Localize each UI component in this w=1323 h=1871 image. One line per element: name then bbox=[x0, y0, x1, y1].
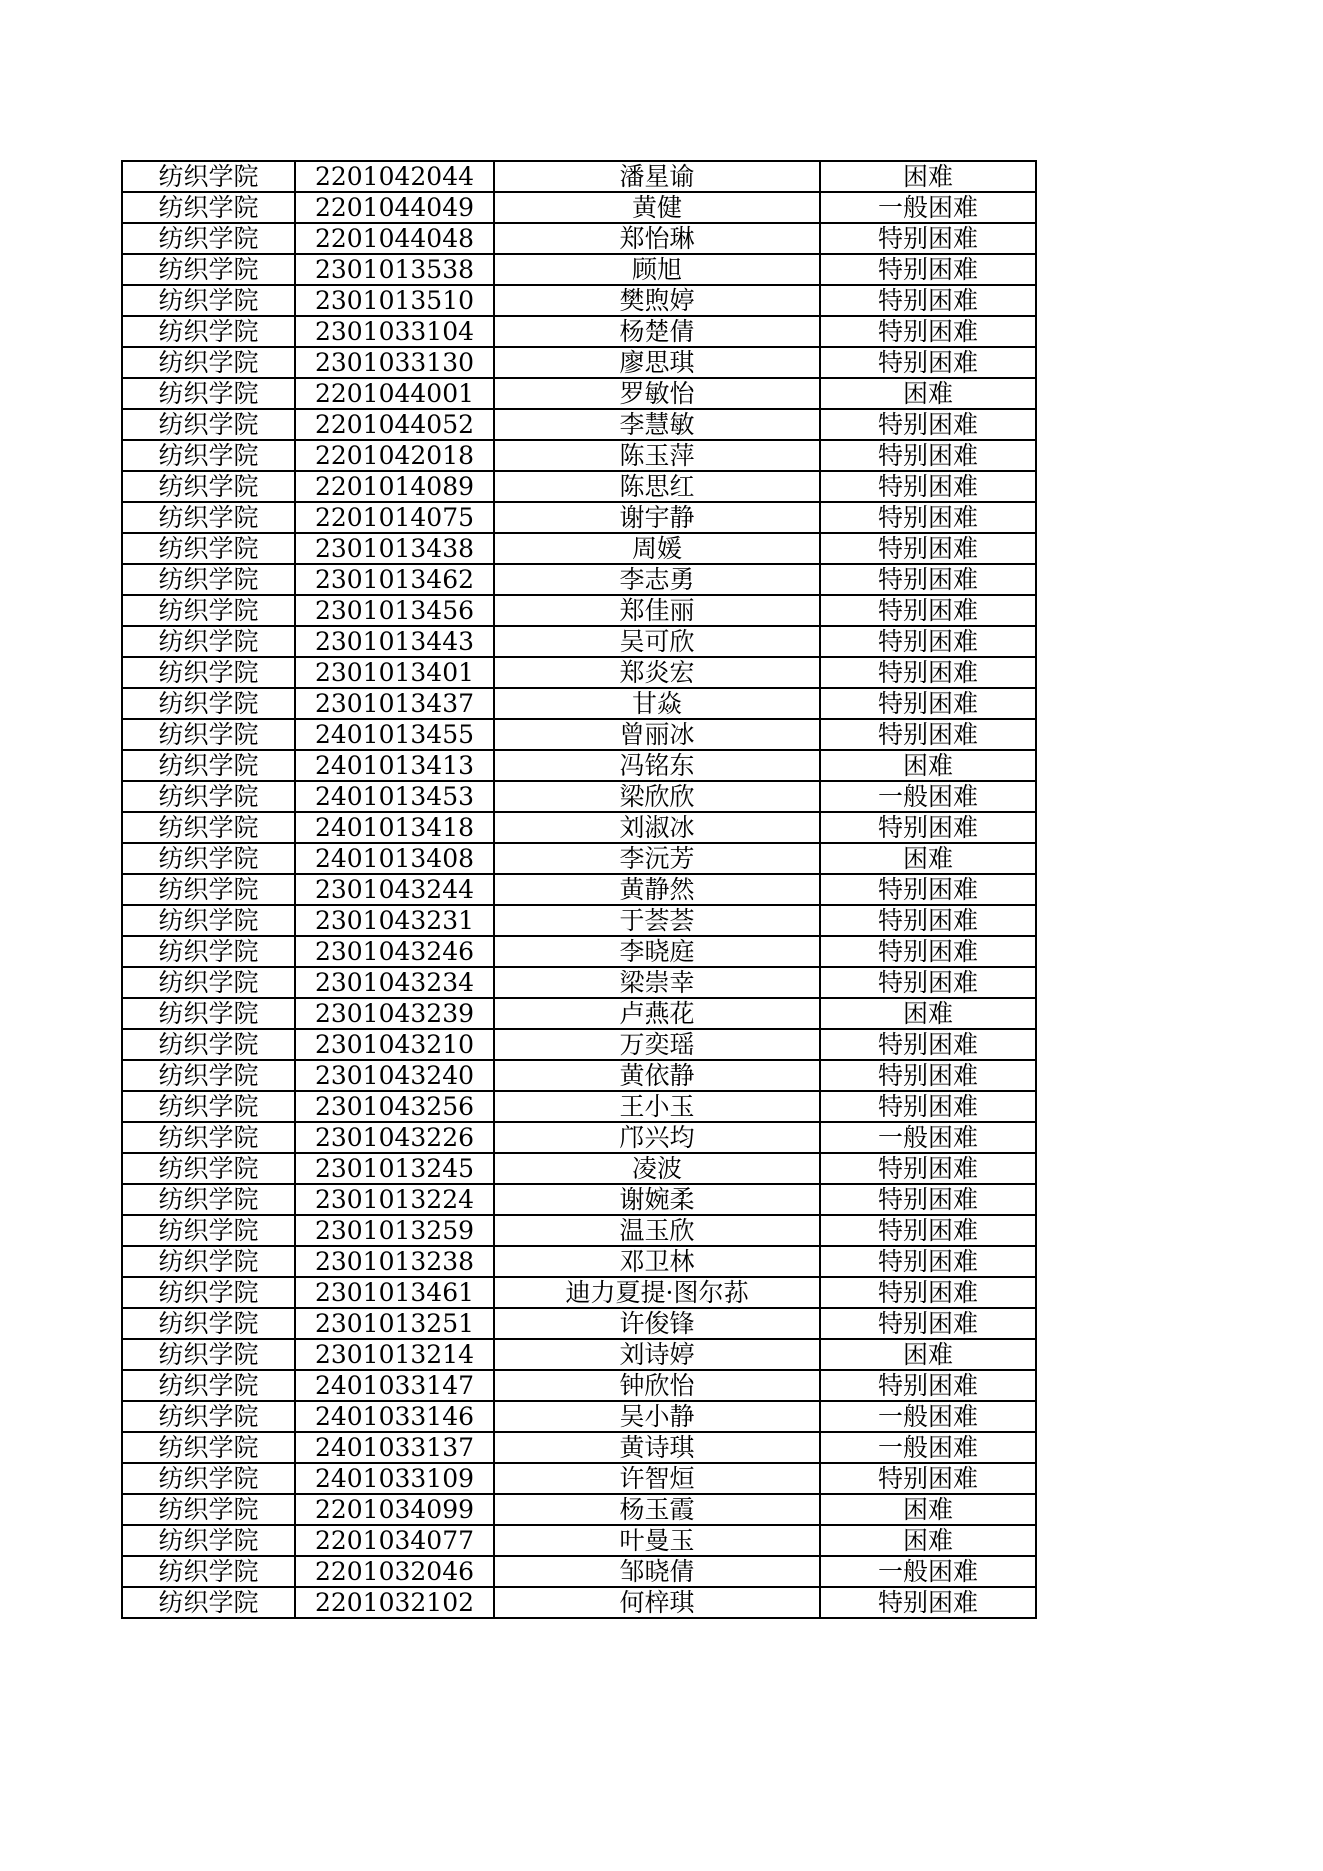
difficulty-level-cell: 一般困难 bbox=[820, 1122, 1036, 1153]
student-id-cell: 2401033109 bbox=[295, 1463, 494, 1494]
student-id-cell: 2301013538 bbox=[295, 254, 494, 285]
table-row bbox=[122, 843, 1036, 874]
student-name-cell: 温玉欣 bbox=[494, 1215, 820, 1246]
difficulty-level-cell: 一般困难 bbox=[820, 1556, 1036, 1587]
student-id-cell: 2301013443 bbox=[295, 626, 494, 657]
college-cell: 纺织学院 bbox=[122, 1494, 295, 1525]
college-cell: 纺织学院 bbox=[122, 1525, 295, 1556]
student-id-cell: 2301043240 bbox=[295, 1060, 494, 1091]
difficulty-level-cell: 特别困难 bbox=[820, 967, 1036, 998]
difficulty-level-cell: 困难 bbox=[820, 378, 1036, 409]
table-row bbox=[122, 1029, 1036, 1060]
student-name-cell: 叶曼玉 bbox=[494, 1525, 820, 1556]
table-row bbox=[122, 316, 1036, 347]
college-cell: 纺织学院 bbox=[122, 967, 295, 998]
difficulty-level-cell: 特别困难 bbox=[820, 1060, 1036, 1091]
difficulty-level-cell: 特别困难 bbox=[820, 905, 1036, 936]
student-id-cell: 2201014075 bbox=[295, 502, 494, 533]
student-id-cell: 2301013245 bbox=[295, 1153, 494, 1184]
student-id-cell: 2301013456 bbox=[295, 595, 494, 626]
college-cell: 纺织学院 bbox=[122, 626, 295, 657]
college-cell: 纺织学院 bbox=[122, 1122, 295, 1153]
table-row bbox=[122, 1432, 1036, 1463]
difficulty-level-cell: 特别困难 bbox=[820, 471, 1036, 502]
difficulty-level-cell: 特别困难 bbox=[820, 1184, 1036, 1215]
student-id-cell: 2401013453 bbox=[295, 781, 494, 812]
student-id-cell: 2401033147 bbox=[295, 1370, 494, 1401]
table-row bbox=[122, 1525, 1036, 1556]
student-name-cell: 卢燕花 bbox=[494, 998, 820, 1029]
student-name-cell: 何梓琪 bbox=[494, 1587, 820, 1618]
difficulty-level-cell: 困难 bbox=[820, 161, 1036, 192]
college-cell: 纺织学院 bbox=[122, 161, 295, 192]
table-row bbox=[122, 1370, 1036, 1401]
college-cell: 纺织学院 bbox=[122, 440, 295, 471]
college-cell: 纺织学院 bbox=[122, 1401, 295, 1432]
table-row bbox=[122, 657, 1036, 688]
table-row bbox=[122, 347, 1036, 378]
college-cell: 纺织学院 bbox=[122, 471, 295, 502]
college-cell: 纺织学院 bbox=[122, 409, 295, 440]
difficulty-level-cell: 困难 bbox=[820, 750, 1036, 781]
table-row bbox=[122, 533, 1036, 564]
table-row bbox=[122, 223, 1036, 254]
student-name-cell: 李沅芳 bbox=[494, 843, 820, 874]
college-cell: 纺织学院 bbox=[122, 1556, 295, 1587]
table-row bbox=[122, 502, 1036, 533]
table-row bbox=[122, 378, 1036, 409]
student-id-cell: 2301043244 bbox=[295, 874, 494, 905]
difficulty-level-cell: 特别困难 bbox=[820, 1308, 1036, 1339]
student-name-cell: 黄诗琪 bbox=[494, 1432, 820, 1463]
college-cell: 纺织学院 bbox=[122, 1029, 295, 1060]
difficulty-level-cell: 特别困难 bbox=[820, 1246, 1036, 1277]
college-cell: 纺织学院 bbox=[122, 502, 295, 533]
student-id-cell: 2301033130 bbox=[295, 347, 494, 378]
college-cell: 纺织学院 bbox=[122, 1432, 295, 1463]
student-id-cell: 2301043234 bbox=[295, 967, 494, 998]
table-row bbox=[122, 285, 1036, 316]
table-body bbox=[122, 161, 1036, 1618]
student-name-cell: 谢宇静 bbox=[494, 502, 820, 533]
table-row bbox=[122, 1153, 1036, 1184]
table-row bbox=[122, 1277, 1036, 1308]
student-name-cell: 甘焱 bbox=[494, 688, 820, 719]
difficulty-level-cell: 特别困难 bbox=[820, 347, 1036, 378]
student-name-cell: 黄健 bbox=[494, 192, 820, 223]
student-id-cell: 2201044001 bbox=[295, 378, 494, 409]
student-id-cell: 2301013462 bbox=[295, 564, 494, 595]
table-row bbox=[122, 750, 1036, 781]
student-id-cell: 2301013401 bbox=[295, 657, 494, 688]
student-id-cell: 2201044052 bbox=[295, 409, 494, 440]
student-name-cell: 吴可欣 bbox=[494, 626, 820, 657]
table-row bbox=[122, 719, 1036, 750]
table-row bbox=[122, 1556, 1036, 1587]
table-row bbox=[122, 595, 1036, 626]
student-table bbox=[121, 160, 1037, 1619]
student-id-cell: 2201044049 bbox=[295, 192, 494, 223]
difficulty-level-cell: 困难 bbox=[820, 1494, 1036, 1525]
student-id-cell: 2301043246 bbox=[295, 936, 494, 967]
difficulty-level-cell: 特别困难 bbox=[820, 936, 1036, 967]
student-name-cell: 邝兴均 bbox=[494, 1122, 820, 1153]
student-name-cell: 李志勇 bbox=[494, 564, 820, 595]
student-id-cell: 2301013437 bbox=[295, 688, 494, 719]
college-cell: 纺织学院 bbox=[122, 254, 295, 285]
table-row bbox=[122, 440, 1036, 471]
student-name-cell: 李晓庭 bbox=[494, 936, 820, 967]
student-id-cell: 2301043231 bbox=[295, 905, 494, 936]
difficulty-level-cell: 一般困难 bbox=[820, 781, 1036, 812]
student-id-cell: 2301013259 bbox=[295, 1215, 494, 1246]
difficulty-level-cell: 特别困难 bbox=[820, 223, 1036, 254]
student-name-cell: 周媛 bbox=[494, 533, 820, 564]
difficulty-level-cell: 特别困难 bbox=[820, 1091, 1036, 1122]
student-name-cell: 顾旭 bbox=[494, 254, 820, 285]
difficulty-level-cell: 特别困难 bbox=[820, 719, 1036, 750]
college-cell: 纺织学院 bbox=[122, 316, 295, 347]
difficulty-level-cell: 困难 bbox=[820, 1525, 1036, 1556]
student-id-cell: 2401013408 bbox=[295, 843, 494, 874]
student-id-cell: 2201042044 bbox=[295, 161, 494, 192]
table-row bbox=[122, 1401, 1036, 1432]
student-name-cell: 谢婉柔 bbox=[494, 1184, 820, 1215]
student-name-cell: 杨玉霞 bbox=[494, 1494, 820, 1525]
table-row bbox=[122, 781, 1036, 812]
table-row bbox=[122, 998, 1036, 1029]
table-row bbox=[122, 812, 1036, 843]
student-name-cell: 于荟荟 bbox=[494, 905, 820, 936]
difficulty-level-cell: 一般困难 bbox=[820, 1401, 1036, 1432]
college-cell: 纺织学院 bbox=[122, 905, 295, 936]
table-row bbox=[122, 161, 1036, 192]
student-name-cell: 冯铭东 bbox=[494, 750, 820, 781]
table-row bbox=[122, 409, 1036, 440]
table-row bbox=[122, 192, 1036, 223]
table-row bbox=[122, 626, 1036, 657]
table-row bbox=[122, 254, 1036, 285]
table-row bbox=[122, 1122, 1036, 1153]
student-id-cell: 2301013251 bbox=[295, 1308, 494, 1339]
college-cell: 纺织学院 bbox=[122, 719, 295, 750]
table-row bbox=[122, 688, 1036, 719]
difficulty-level-cell: 特别困难 bbox=[820, 1370, 1036, 1401]
table-row bbox=[122, 874, 1036, 905]
college-cell: 纺织学院 bbox=[122, 781, 295, 812]
difficulty-level-cell: 特别困难 bbox=[820, 254, 1036, 285]
student-name-cell: 钟欣怡 bbox=[494, 1370, 820, 1401]
student-id-cell: 2201042018 bbox=[295, 440, 494, 471]
student-id-cell: 2301013238 bbox=[295, 1246, 494, 1277]
difficulty-level-cell: 特别困难 bbox=[820, 440, 1036, 471]
college-cell: 纺织学院 bbox=[122, 595, 295, 626]
student-name-cell: 曾丽冰 bbox=[494, 719, 820, 750]
difficulty-level-cell: 特别困难 bbox=[820, 595, 1036, 626]
college-cell: 纺织学院 bbox=[122, 688, 295, 719]
student-id-cell: 2401013418 bbox=[295, 812, 494, 843]
student-name-cell: 陈思红 bbox=[494, 471, 820, 502]
table-row bbox=[122, 564, 1036, 595]
student-name-cell: 邹晓倩 bbox=[494, 1556, 820, 1587]
student-id-cell: 2401033146 bbox=[295, 1401, 494, 1432]
table-row bbox=[122, 1308, 1036, 1339]
student-id-cell: 2201032102 bbox=[295, 1587, 494, 1618]
difficulty-level-cell: 特别困难 bbox=[820, 626, 1036, 657]
student-id-cell: 2301043210 bbox=[295, 1029, 494, 1060]
college-cell: 纺织学院 bbox=[122, 936, 295, 967]
difficulty-level-cell: 特别困难 bbox=[820, 316, 1036, 347]
table-row bbox=[122, 1060, 1036, 1091]
difficulty-level-cell: 困难 bbox=[820, 1339, 1036, 1370]
college-cell: 纺织学院 bbox=[122, 1091, 295, 1122]
student-name-cell: 万奕瑶 bbox=[494, 1029, 820, 1060]
student-id-cell: 2301043256 bbox=[295, 1091, 494, 1122]
student-id-cell: 2201034099 bbox=[295, 1494, 494, 1525]
college-cell: 纺织学院 bbox=[122, 1308, 295, 1339]
college-cell: 纺织学院 bbox=[122, 564, 295, 595]
difficulty-level-cell: 困难 bbox=[820, 998, 1036, 1029]
student-name-cell: 黄静然 bbox=[494, 874, 820, 905]
student-name-cell: 廖思琪 bbox=[494, 347, 820, 378]
college-cell: 纺织学院 bbox=[122, 378, 295, 409]
college-cell: 纺织学院 bbox=[122, 657, 295, 688]
table-row bbox=[122, 967, 1036, 998]
college-cell: 纺织学院 bbox=[122, 533, 295, 564]
student-id-cell: 2201044048 bbox=[295, 223, 494, 254]
student-name-cell: 王小玉 bbox=[494, 1091, 820, 1122]
college-cell: 纺织学院 bbox=[122, 1060, 295, 1091]
student-name-cell: 郑怡琳 bbox=[494, 223, 820, 254]
difficulty-level-cell: 一般困难 bbox=[820, 1432, 1036, 1463]
table-row bbox=[122, 471, 1036, 502]
difficulty-level-cell: 特别困难 bbox=[820, 502, 1036, 533]
college-cell: 纺织学院 bbox=[122, 874, 295, 905]
student-name-cell: 杨楚倩 bbox=[494, 316, 820, 347]
table-row bbox=[122, 905, 1036, 936]
difficulty-level-cell: 特别困难 bbox=[820, 1215, 1036, 1246]
college-cell: 纺织学院 bbox=[122, 1370, 295, 1401]
difficulty-level-cell: 一般困难 bbox=[820, 192, 1036, 223]
table-row bbox=[122, 1246, 1036, 1277]
college-cell: 纺织学院 bbox=[122, 1339, 295, 1370]
college-cell: 纺织学院 bbox=[122, 285, 295, 316]
difficulty-level-cell: 特别困难 bbox=[820, 1277, 1036, 1308]
student-id-cell: 2301013438 bbox=[295, 533, 494, 564]
student-id-cell: 2301013461 bbox=[295, 1277, 494, 1308]
table-row bbox=[122, 1463, 1036, 1494]
difficulty-level-cell: 特别困难 bbox=[820, 688, 1036, 719]
student-id-cell: 2201032046 bbox=[295, 1556, 494, 1587]
difficulty-level-cell: 特别困难 bbox=[820, 1153, 1036, 1184]
table-row bbox=[122, 1184, 1036, 1215]
difficulty-level-cell: 特别困难 bbox=[820, 409, 1036, 440]
college-cell: 纺织学院 bbox=[122, 1463, 295, 1494]
table-row bbox=[122, 1494, 1036, 1525]
difficulty-level-cell: 特别困难 bbox=[820, 1463, 1036, 1494]
college-cell: 纺织学院 bbox=[122, 998, 295, 1029]
college-cell: 纺织学院 bbox=[122, 1246, 295, 1277]
student-name-cell: 凌波 bbox=[494, 1153, 820, 1184]
student-id-cell: 2301013224 bbox=[295, 1184, 494, 1215]
difficulty-level-cell: 特别困难 bbox=[820, 285, 1036, 316]
student-name-cell: 潘星谕 bbox=[494, 161, 820, 192]
college-cell: 纺织学院 bbox=[122, 1184, 295, 1215]
college-cell: 纺织学院 bbox=[122, 843, 295, 874]
difficulty-level-cell: 特别困难 bbox=[820, 874, 1036, 905]
student-name-cell: 樊煦婷 bbox=[494, 285, 820, 316]
college-cell: 纺织学院 bbox=[122, 347, 295, 378]
difficulty-level-cell: 特别困难 bbox=[820, 533, 1036, 564]
student-id-cell: 2201014089 bbox=[295, 471, 494, 502]
student-name-cell: 邓卫林 bbox=[494, 1246, 820, 1277]
student-name-cell: 吴小静 bbox=[494, 1401, 820, 1432]
college-cell: 纺织学院 bbox=[122, 223, 295, 254]
student-id-cell: 2401013413 bbox=[295, 750, 494, 781]
student-name-cell: 黄依静 bbox=[494, 1060, 820, 1091]
difficulty-level-cell: 特别困难 bbox=[820, 564, 1036, 595]
student-name-cell: 刘诗婷 bbox=[494, 1339, 820, 1370]
difficulty-level-cell: 特别困难 bbox=[820, 657, 1036, 688]
difficulty-level-cell: 特别困难 bbox=[820, 1029, 1036, 1060]
student-name-cell: 陈玉萍 bbox=[494, 440, 820, 471]
table-row bbox=[122, 1587, 1036, 1618]
college-cell: 纺织学院 bbox=[122, 812, 295, 843]
student-name-cell: 罗敏怡 bbox=[494, 378, 820, 409]
college-cell: 纺织学院 bbox=[122, 1215, 295, 1246]
table-row bbox=[122, 1215, 1036, 1246]
student-id-cell: 2301043239 bbox=[295, 998, 494, 1029]
student-name-cell: 郑佳丽 bbox=[494, 595, 820, 626]
student-name-cell: 刘淑冰 bbox=[494, 812, 820, 843]
student-id-cell: 2401013455 bbox=[295, 719, 494, 750]
difficulty-level-cell: 特别困难 bbox=[820, 1587, 1036, 1618]
student-name-cell: 迪力夏提·图尔荪 bbox=[494, 1277, 820, 1308]
table-row bbox=[122, 1091, 1036, 1122]
difficulty-level-cell: 困难 bbox=[820, 843, 1036, 874]
student-id-cell: 2401033137 bbox=[295, 1432, 494, 1463]
student-name-cell: 梁欣欣 bbox=[494, 781, 820, 812]
student-id-cell: 2301013214 bbox=[295, 1339, 494, 1370]
table-row bbox=[122, 1339, 1036, 1370]
student-name-cell: 梁崇幸 bbox=[494, 967, 820, 998]
college-cell: 纺织学院 bbox=[122, 750, 295, 781]
college-cell: 纺织学院 bbox=[122, 1587, 295, 1618]
difficulty-level-cell: 特别困难 bbox=[820, 812, 1036, 843]
student-name-cell: 许俊锋 bbox=[494, 1308, 820, 1339]
college-cell: 纺织学院 bbox=[122, 192, 295, 223]
student-name-cell: 郑炎宏 bbox=[494, 657, 820, 688]
student-id-cell: 2201034077 bbox=[295, 1525, 494, 1556]
student-name-cell: 许智烜 bbox=[494, 1463, 820, 1494]
student-id-cell: 2301033104 bbox=[295, 316, 494, 347]
student-name-cell: 李慧敏 bbox=[494, 409, 820, 440]
college-cell: 纺织学院 bbox=[122, 1277, 295, 1308]
student-id-cell: 2301043226 bbox=[295, 1122, 494, 1153]
college-cell: 纺织学院 bbox=[122, 1153, 295, 1184]
student-id-cell: 2301013510 bbox=[295, 285, 494, 316]
table-row bbox=[122, 936, 1036, 967]
